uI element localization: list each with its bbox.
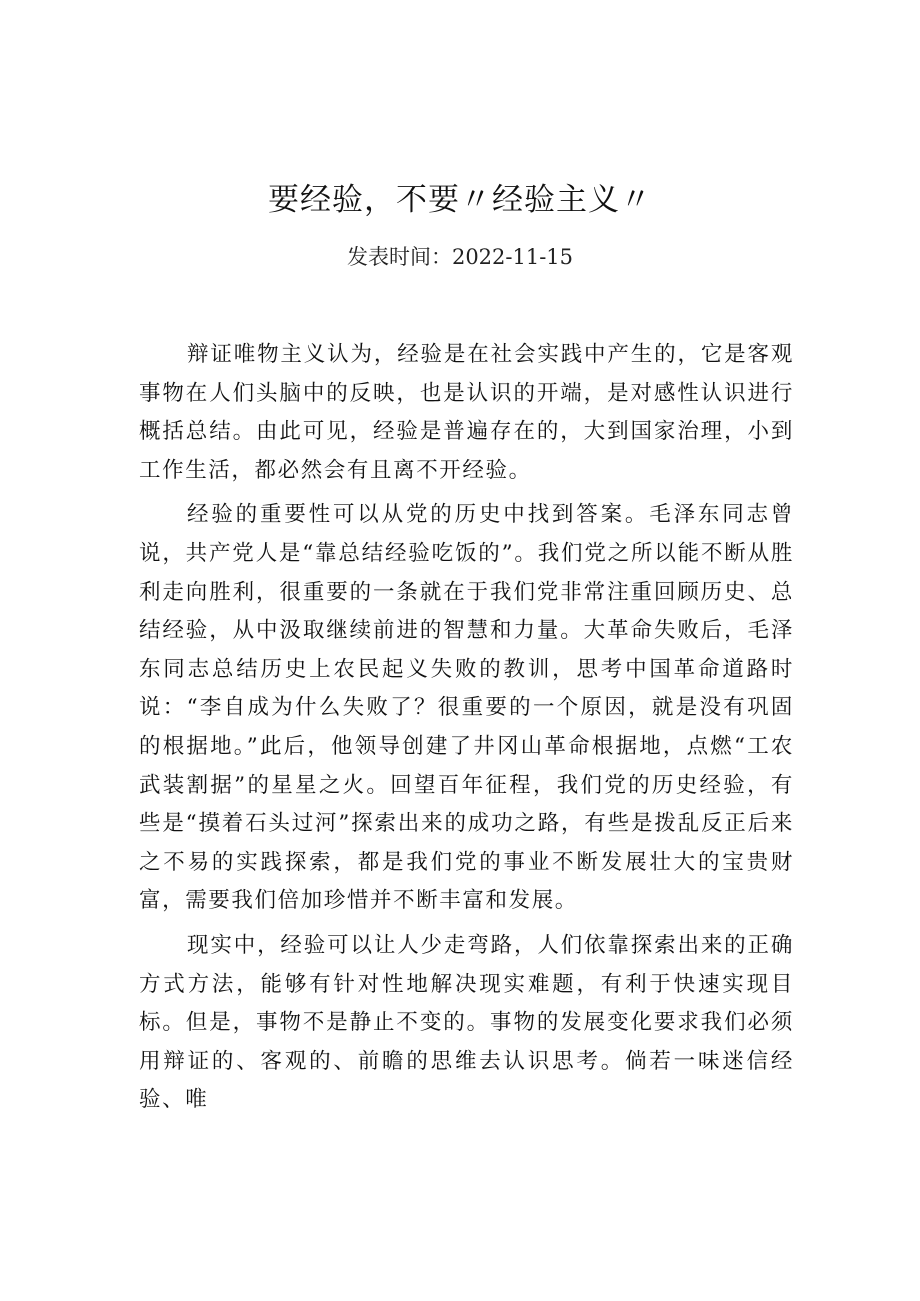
article-title: 要经验，不要〃经验主义〃 xyxy=(268,182,652,218)
paragraph: 现实中，经验可以让人少走弯路，人们依靠探索出来的正确方式方法，能够有针对性地解决现实难题，有利于快速实现目标。但是，事物不是静止不变的。事物的发展变化要求我们必须用辩证的、客观的、前瞻的思维去认识思考。倘若一味迷信经验、唯 xyxy=(139,932,794,1113)
article-body xyxy=(139,336,794,1126)
paragraph: 经验的重要性可以从党的历史中找到答案。毛泽东同志曾说，共产党人是“靠总结经验吃饭的”。我们党之所以能不断从胜利走向胜利，很重要的一条就在于我们党非常注重回顾历史、总结经验，从中汲取继续前进的智慧和力量。大革命失败后，毛泽东同志总结历史上农民起义失败的教训，思考中国革命道路时说：“李自成为什么失败了？很重要的一个原因，就是没有巩固的根据地。”此后，他领导创建了井冈山革命根据地，点燃“工农武装割据”的星星之火。回望百年征程，我们党的历史经验，有些是“摸着石头过河”探索出来的成功之路，有些是拨乱反正后来之不易的实践探索，都是我们党的事业不断发展壮大的宝贵财富，需要我们倍加珍惜并不断丰富和发展。 xyxy=(139,502,794,914)
publish-date: 发表时间：2022-11-15 xyxy=(346,245,574,269)
paragraph: 辩证唯物主义认为，经验是在社会实践中产生的，它是客观事物在人们头脑中的反映，也是认识的开端，是对感性认识进行概括总结。由此可见，经验是普遍存在的，大到国家治理，小到工作生活，都必然会有且离不开经验。 xyxy=(139,342,794,483)
